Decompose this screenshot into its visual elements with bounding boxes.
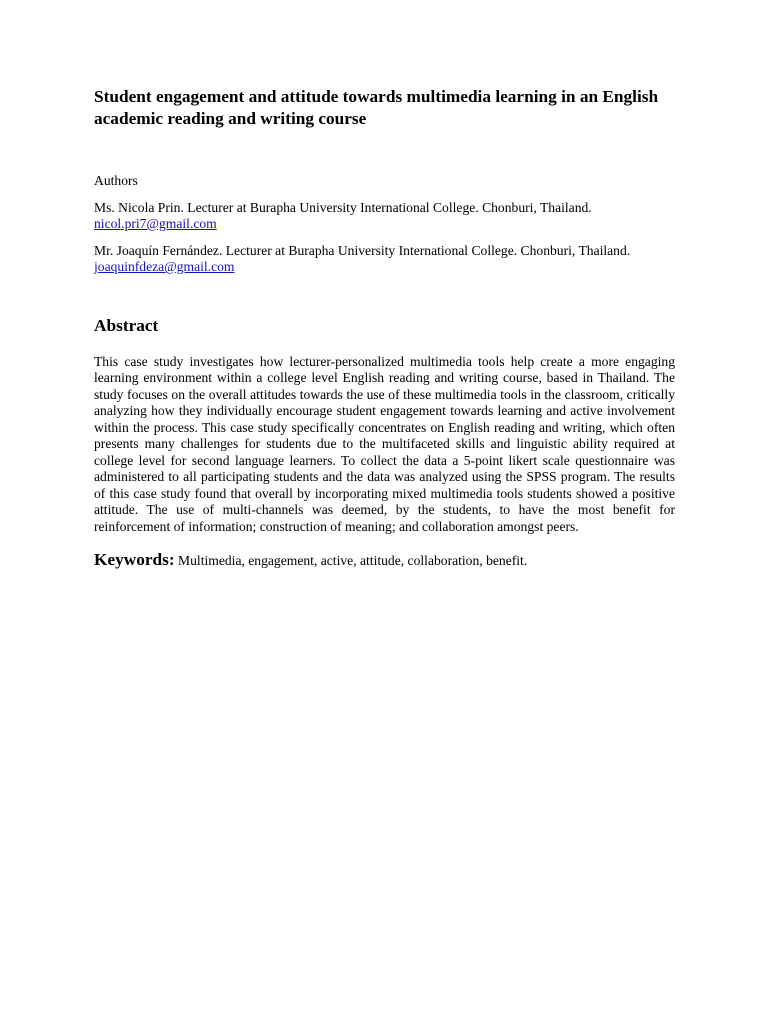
keywords-text: Multimedia, engagement, active, attitude, collaboration, benefit. xyxy=(178,553,528,568)
author-email-link[interactable]: joaquinfdeza@gmail.com xyxy=(94,259,235,274)
authors-heading: Authors xyxy=(94,173,138,188)
abstract-heading: Abstract xyxy=(94,315,159,335)
author-entry xyxy=(94,243,675,276)
keywords-label: Keywords: xyxy=(94,550,175,569)
author-affiliation: Mr. Joaquín Fernández. Lecturer at Burapha University International College. Chonburi, Thailand. xyxy=(94,242,631,258)
author-affiliation: Ms. Nicola Prin. Lecturer at Burapha University International College. Chonburi, Thailand. xyxy=(94,199,592,215)
abstract-body: This case study investigates how lecturer-personalized multimedia tools help create a more engaging learning environment within a college level English reading and writing course, based in Thailand. The study focuses on the overall attitudes towards the use of these multimedia tools in the classroom, critically analyzing how they individually encourage student engagement towards learning and active involvement within the process. This case study specifically concentrates on English reading and writing, which often presents many challenges for students due to the multifaceted skills and linguistic ability required at college level for second language learners. To collect the data a 5-point likert scale questionnaire was administered to all participating students and the data was analyzed using the SPSS program. The results of this case study found that overall by incorporating mixed multimedia tools students showed a positive attitude. The use of multi-channels was deemed, by the students, to have the most benefit for reinforcement of information; construction of meaning; and collaboration amongst peers. xyxy=(94,353,675,534)
author-entry xyxy=(94,200,675,233)
author-email-link[interactable]: nicol.pri7@gmail.com xyxy=(94,216,217,231)
paper-page xyxy=(94,84,675,571)
paper-title: Student engagement and attitude towards multimedia learning in an English academic reading and writing course xyxy=(94,87,659,128)
keywords-line xyxy=(94,550,675,571)
